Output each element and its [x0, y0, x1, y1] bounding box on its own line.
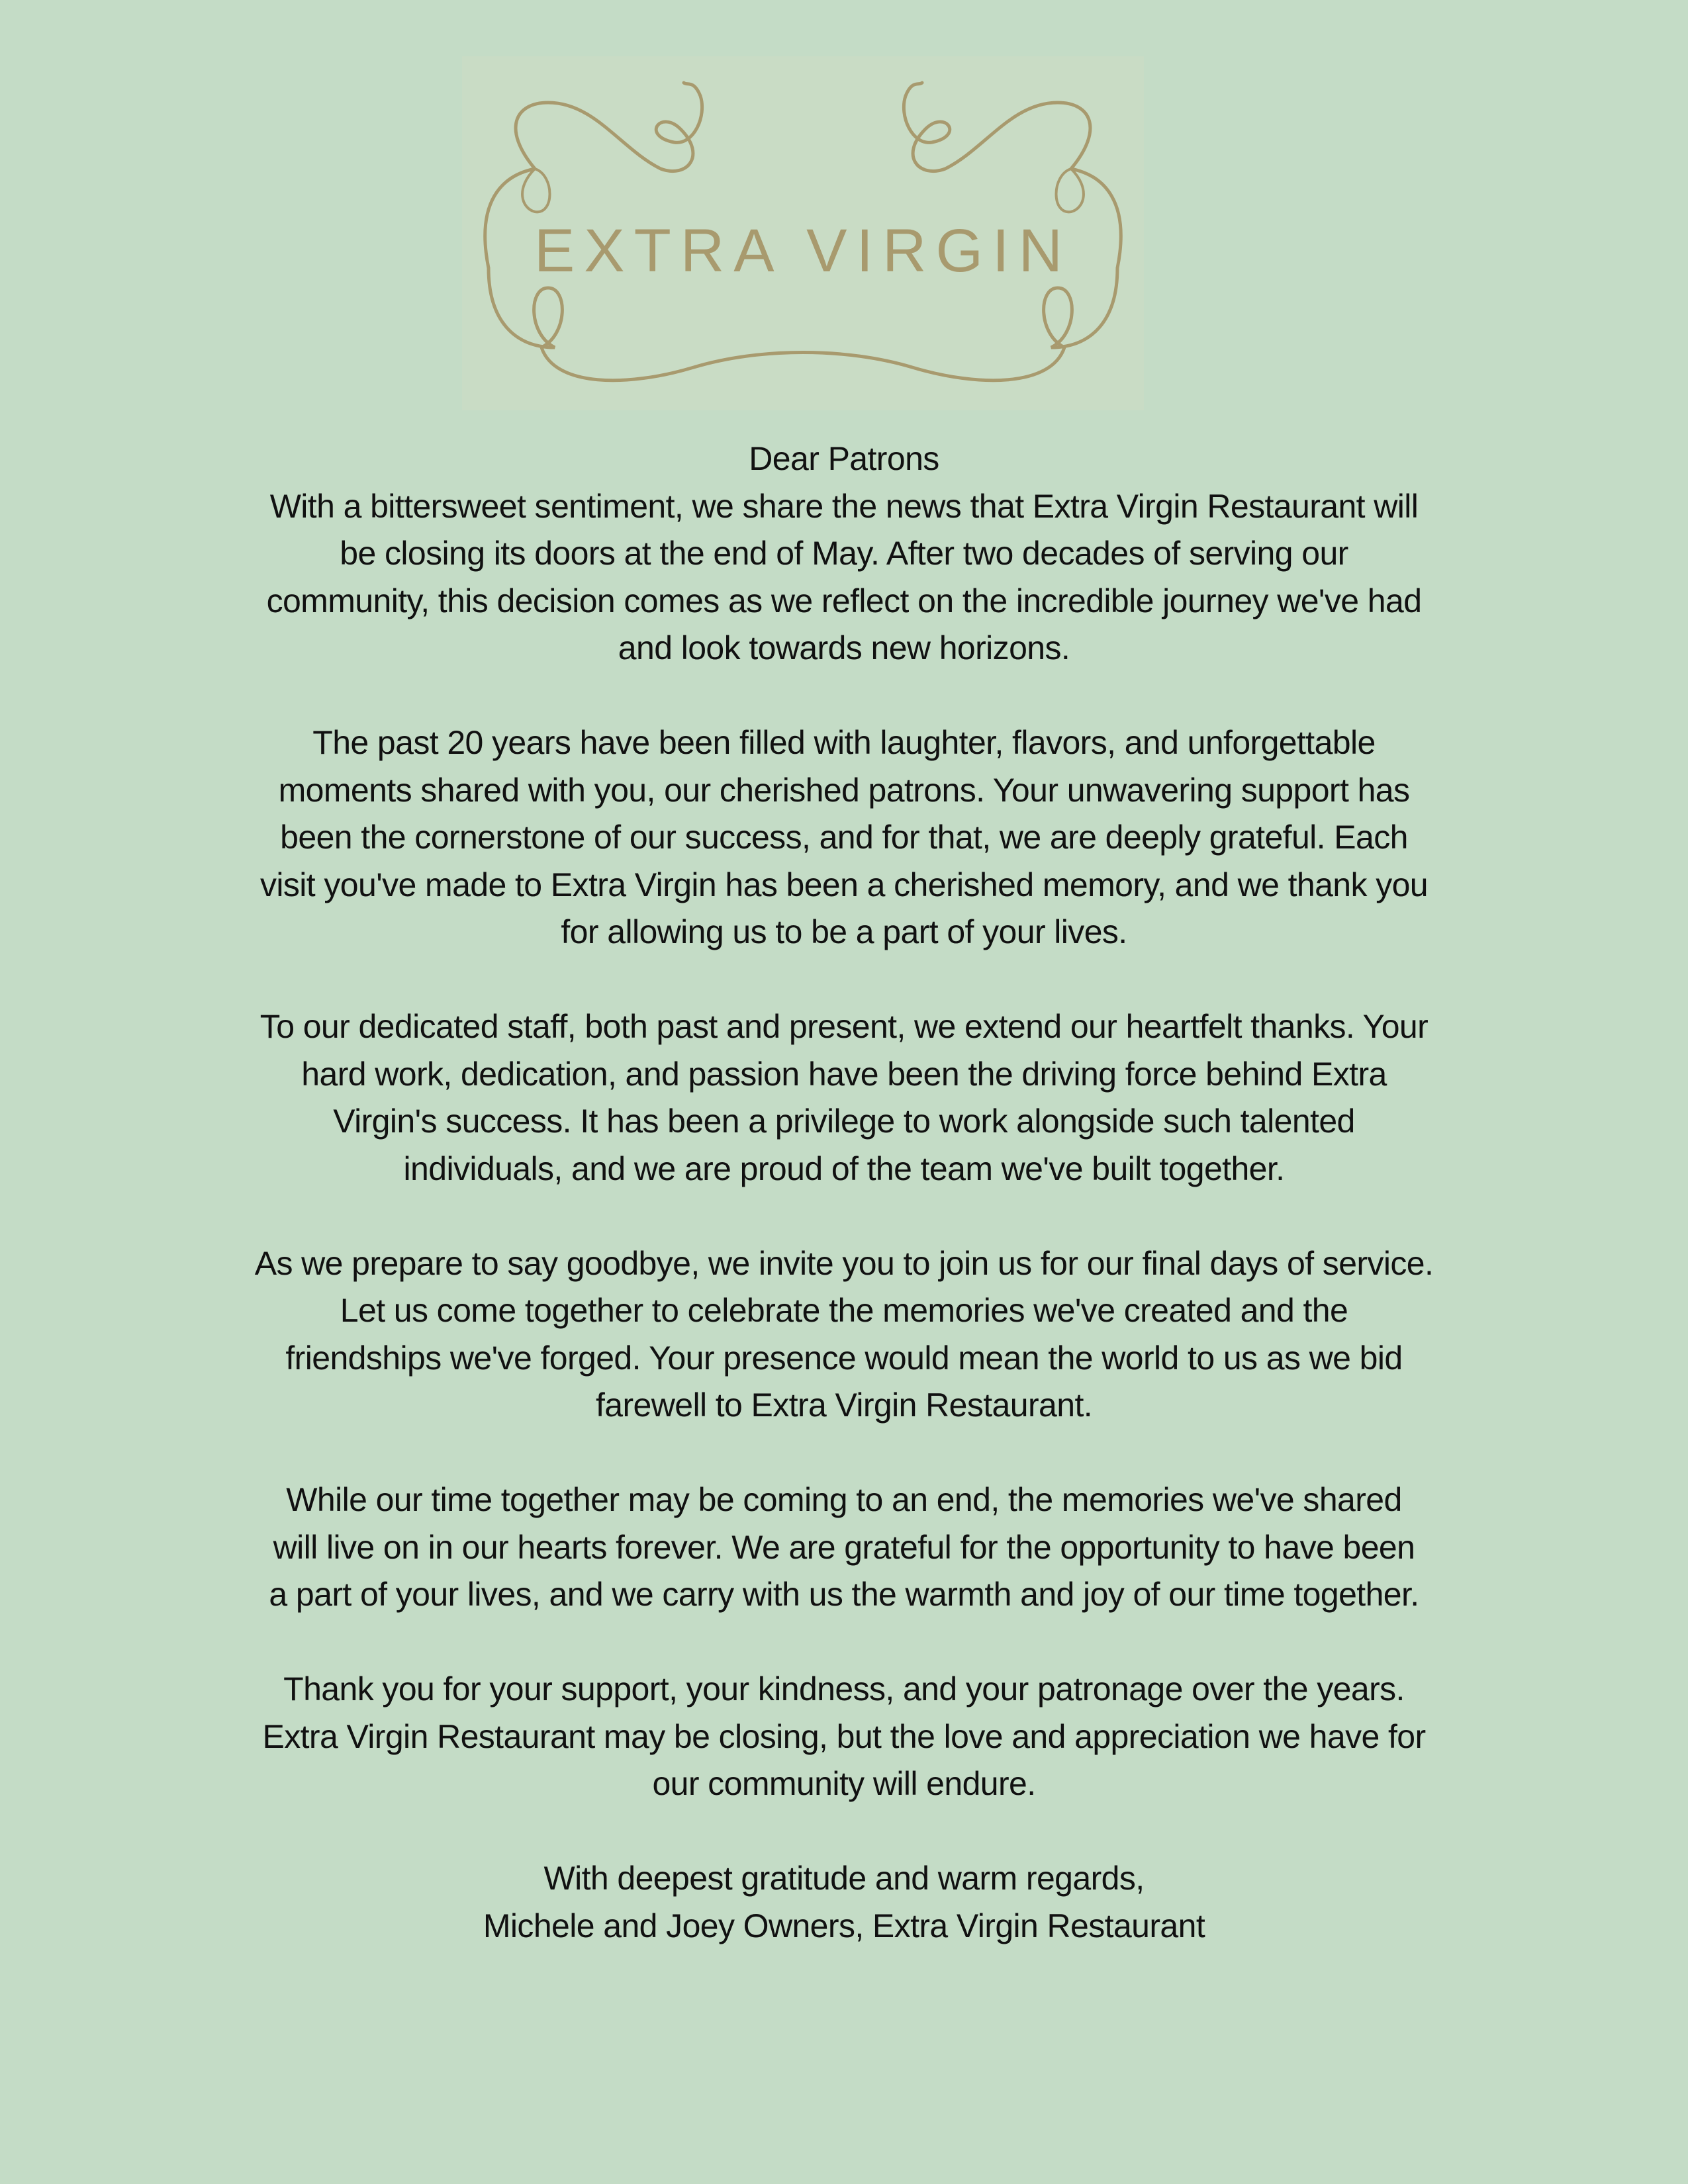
- paragraph-line: As we prepare to say goodbye, we invite you to join us for our final days of service.: [254, 1244, 1434, 1282]
- paragraph-line: While our time together may be coming to an end, the memories we've shared: [286, 1481, 1402, 1518]
- paragraph-line: visit you've made to Extra Virgin has been a cherished memory, and we thank you: [259, 866, 1429, 903]
- paragraph-line: farewell to Extra Virgin Restaurant.: [595, 1387, 1093, 1424]
- paragraph-line: friendships we've forged. Your presence would mean the world to us as we bid: [285, 1339, 1403, 1377]
- paragraph-line: Let us come together to celebrate the memories we've created and the: [340, 1292, 1348, 1329]
- paragraph-line: be closing its doors at the end of May. After two decades of serving our: [340, 535, 1348, 572]
- extra-virgin-logo: [462, 56, 1144, 410]
- signature: Michele and Joey Owners, Extra Virgin Restaurant: [483, 1907, 1205, 1944]
- paragraph-spacer: [0, 1430, 1688, 1477]
- paragraph-line: for allowing us to be a part of your lives.: [561, 913, 1127, 950]
- paragraph-line: To our dedicated staff, both past and present, we extend our heartfelt thanks. Your: [259, 1008, 1429, 1045]
- paragraph-line: our community will endure.: [652, 1765, 1036, 1802]
- paragraph-line: hard work, dedication, and passion have been the driving force behind Extra: [301, 1055, 1387, 1093]
- paragraph-line: community, this decision comes as we reflect on the incredible journey we've had: [266, 582, 1422, 619]
- paragraph-line: will live on in our hearts forever. We are grateful for the opportunity to have been: [273, 1528, 1415, 1566]
- paragraph-line: With a bittersweet sentiment, we share the news that Extra Virgin Restaurant will: [269, 487, 1419, 525]
- paragraph-line: been the cornerstone of our success, and for that, we are deeply grateful. Each: [280, 819, 1408, 856]
- paragraph-line: moments shared with you, our cherished patrons. Your unwavering support has: [278, 771, 1410, 809]
- paragraph-spacer: [0, 1193, 1688, 1240]
- paragraph-line: Thank you for your support, your kindness, and your patronage over the years.: [283, 1670, 1405, 1707]
- paragraph-line: Extra Virgin Restaurant may be closing, but the love and appreciation we have for: [262, 1717, 1426, 1755]
- paragraph-spacer: [0, 672, 1688, 720]
- closing-announcement-letter: [0, 435, 1688, 1950]
- closing-line: With deepest gratitude and warm regards,: [543, 1860, 1145, 1897]
- paragraph-line: a part of your lives, and we carry with us the warmth and joy of our time together.: [269, 1576, 1419, 1613]
- paragraph-spacer: [0, 956, 1688, 1004]
- paragraph-spacer: [0, 1619, 1688, 1666]
- paragraph-spacer: [0, 1808, 1688, 1856]
- paragraph-line: individuals, and we are proud of the team we've built together.: [403, 1150, 1285, 1187]
- salutation: Dear Patrons: [749, 440, 939, 477]
- logo-wordmark: EXTRA VIRGIN: [534, 217, 1072, 285]
- paragraph-line: and look towards new horizons.: [618, 629, 1070, 666]
- logo-flourish-frame: [462, 56, 1144, 410]
- paragraph-line: Virgin's success. It has been a privilege to work alongside such talented: [333, 1103, 1355, 1140]
- paragraph-line: The past 20 years have been filled with laughter, flavors, and unforgettable: [312, 724, 1376, 761]
